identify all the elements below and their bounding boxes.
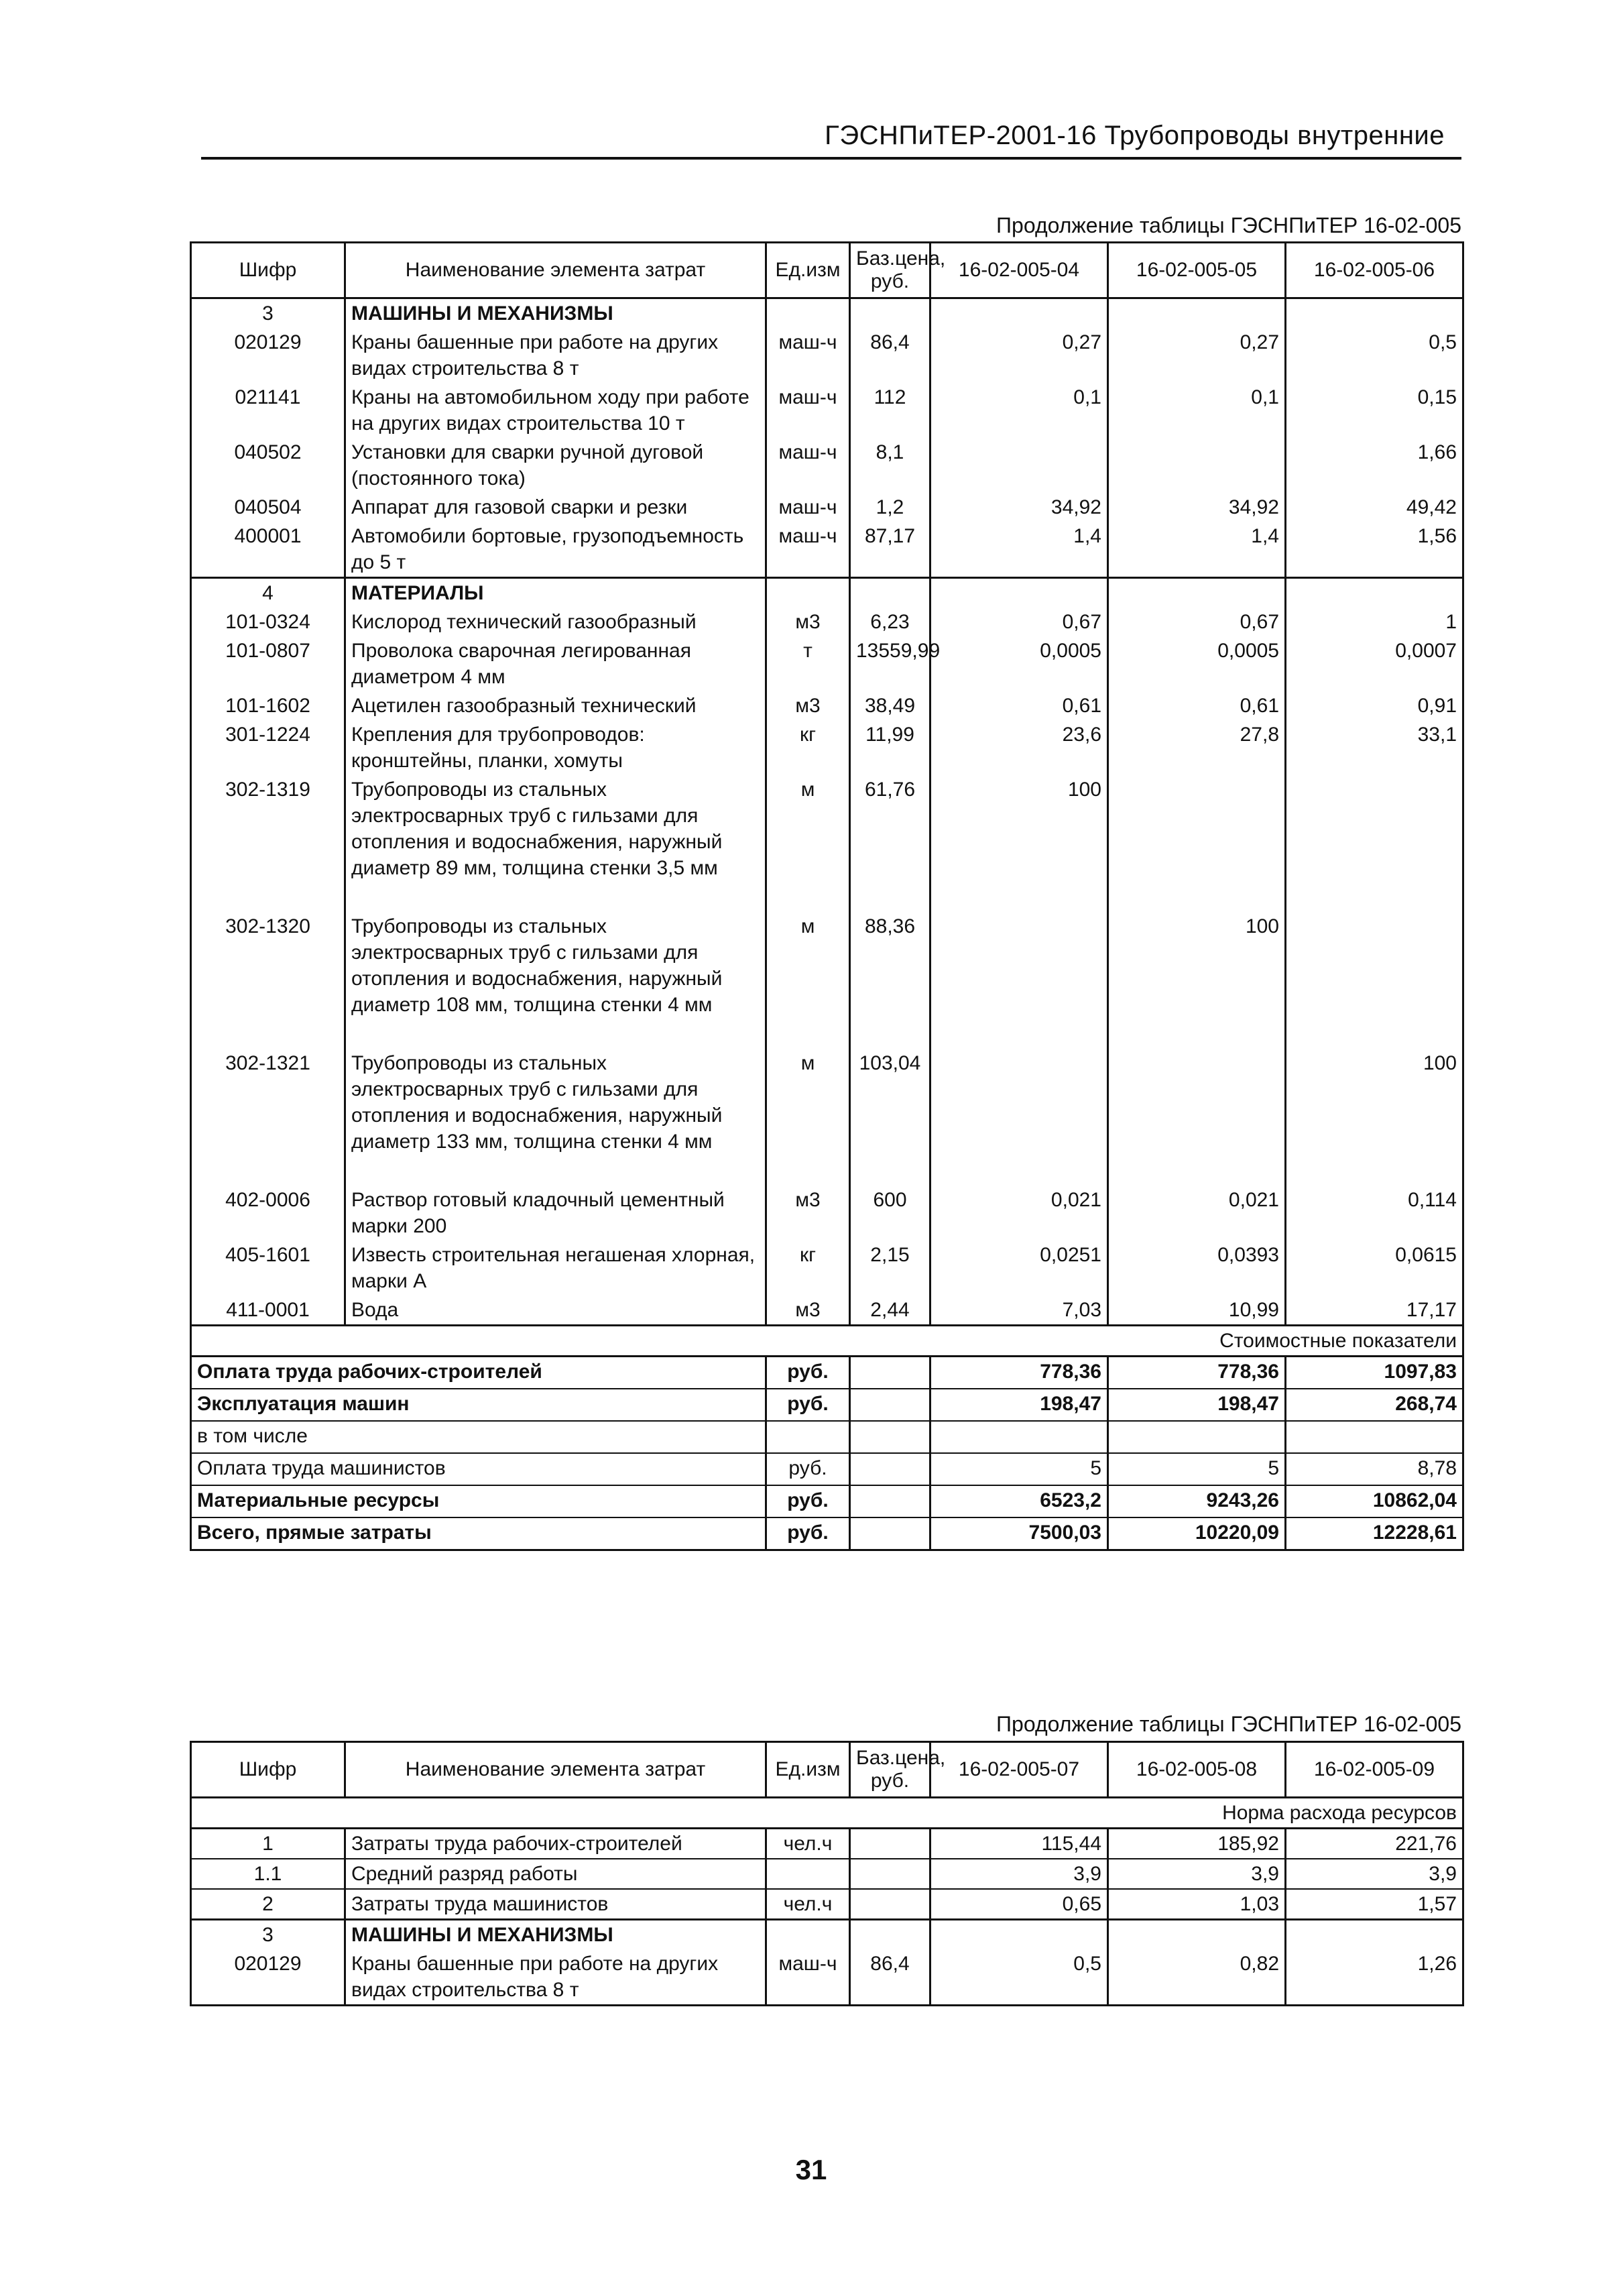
row-name: Известь строительная негашеная хлорная, марки А — [345, 1241, 766, 1296]
row-code: 405-1601 — [191, 1241, 345, 1296]
row-value-2 — [1108, 578, 1286, 608]
summary-value-3: 12228,61 — [1286, 1517, 1463, 1550]
row-value-1: 0,0005 — [930, 636, 1108, 691]
summary-unit: руб. — [766, 1517, 850, 1550]
row-code: 040504 — [191, 493, 345, 522]
row-value-1 — [930, 912, 1108, 1019]
row-value-2: 185,92 — [1108, 1829, 1286, 1859]
row-value-2: 0,82 — [1108, 1949, 1286, 2006]
table-row — [191, 1859, 1463, 1889]
cost-caption: Стоимостные показатели — [191, 1326, 1463, 1357]
row-name: Средний разряд работы — [345, 1859, 766, 1889]
row-value-3: 17,17 — [1286, 1296, 1463, 1326]
row-value-1: 0,65 — [930, 1889, 1108, 1920]
table-row — [191, 578, 1463, 608]
table1-header-row — [191, 243, 1463, 298]
cost-caption-row — [191, 1326, 1463, 1357]
summary-value-1: 6523,2 — [930, 1485, 1108, 1517]
row-price: 112 — [850, 383, 930, 438]
summary-value-1 — [930, 1421, 1108, 1453]
row-price: 11,99 — [850, 720, 930, 775]
section-title: МАШИНЫ И МЕХАНИЗМЫ — [345, 298, 766, 329]
row-unit: кг — [766, 720, 850, 775]
col-header-price: Баз.цена, руб. — [850, 1742, 930, 1798]
summary-row — [191, 1389, 1463, 1421]
table-row — [191, 1920, 1463, 1950]
row-name: Вода — [345, 1296, 766, 1326]
summary-value-3: 10862,04 — [1286, 1485, 1463, 1517]
row-unit: чел.ч — [766, 1889, 850, 1920]
row-value-2: 0,0393 — [1108, 1241, 1286, 1296]
row-value-1: 1,4 — [930, 522, 1108, 578]
table-row — [191, 438, 1463, 493]
row-value-3 — [1286, 298, 1463, 329]
row-value-1: 0,5 — [930, 1949, 1108, 2006]
row-price: 86,4 — [850, 1949, 930, 2006]
row-value-1: 0,67 — [930, 608, 1108, 636]
summary-label: Оплата труда рабочих-строителей — [191, 1357, 766, 1389]
row-price: 103,04 — [850, 1049, 930, 1156]
row-value-2: 0,021 — [1108, 1186, 1286, 1241]
row-value-2: 0,27 — [1108, 328, 1286, 383]
row-unit — [766, 1920, 850, 1950]
row-value-3: 221,76 — [1286, 1829, 1463, 1859]
spacer-row — [191, 1156, 1463, 1186]
spacer-row — [191, 882, 1463, 912]
row-value-2: 1,4 — [1108, 522, 1286, 578]
row-code: 302-1319 — [191, 775, 345, 882]
row-value-2 — [1108, 298, 1286, 329]
row-price: 61,76 — [850, 775, 930, 882]
row-unit: м3 — [766, 608, 850, 636]
row-unit — [766, 578, 850, 608]
row-price: 6,23 — [850, 608, 930, 636]
summary-value-3 — [1286, 1421, 1463, 1453]
row-value-1 — [930, 438, 1108, 493]
row-value-3: 0,91 — [1286, 691, 1463, 720]
row-value-1: 23,6 — [930, 720, 1108, 775]
page-number: 31 — [795, 2154, 827, 2185]
row-unit: маш-ч — [766, 383, 850, 438]
row-unit: м — [766, 1049, 850, 1156]
row-name: Затраты труда рабочих-строителей — [345, 1829, 766, 1859]
table1 — [190, 241, 1464, 1551]
row-code: 1.1 — [191, 1859, 345, 1889]
row-value-2 — [1108, 438, 1286, 493]
row-name: Краны башенные при работе на других видах строительства 8 т — [345, 1949, 766, 2006]
row-name: Установки для сварки ручной дуговой (постоянного тока) — [345, 438, 766, 493]
row-value-1 — [930, 298, 1108, 329]
row-unit: м3 — [766, 691, 850, 720]
col-header-code-1: 16-02-005-07 — [930, 1742, 1108, 1798]
row-value-2 — [1108, 1920, 1286, 1950]
table-row — [191, 383, 1463, 438]
row-value-3 — [1286, 912, 1463, 1019]
row-code: 020129 — [191, 328, 345, 383]
row-price: 8,1 — [850, 438, 930, 493]
row-value-1 — [930, 578, 1108, 608]
row-value-1: 34,92 — [930, 493, 1108, 522]
table-row — [191, 1186, 1463, 1241]
table-row — [191, 775, 1463, 882]
row-value-3: 1,56 — [1286, 522, 1463, 578]
row-value-2: 0,61 — [1108, 691, 1286, 720]
row-value-3: 3,9 — [1286, 1859, 1463, 1889]
row-unit: маш-ч — [766, 328, 850, 383]
row-name: Крепления для трубопроводов: кронштейны, планки, хомуты — [345, 720, 766, 775]
row-value-2 — [1108, 775, 1286, 882]
row-name: Трубопроводы из стальных электросварных труб с гильзами для отопления и водоснабжения, наружный диаметр 133 мм, толщина стенки 4 мм — [345, 1049, 766, 1156]
header-rule — [201, 157, 1461, 160]
row-price: 88,36 — [850, 912, 930, 1019]
row-code: 400001 — [191, 522, 345, 578]
row-code: 021141 — [191, 383, 345, 438]
summary-unit — [766, 1421, 850, 1453]
row-name: Краны на автомобильном ходу при работе на других видах строительства 10 т — [345, 383, 766, 438]
row-name: Ацетилен газообразный технический — [345, 691, 766, 720]
row-code: 101-1602 — [191, 691, 345, 720]
row-price — [850, 1829, 930, 1859]
summary-value-3: 268,74 — [1286, 1389, 1463, 1421]
table-row — [191, 298, 1463, 329]
summary-value-2 — [1108, 1421, 1286, 1453]
row-price — [850, 1889, 930, 1920]
summary-value-1: 198,47 — [930, 1389, 1108, 1421]
row-unit: т — [766, 636, 850, 691]
table2-caption: Продолжение таблицы ГЭСНПиТЕР 16-02-005 — [996, 1712, 1461, 1736]
row-code: 1 — [191, 1829, 345, 1859]
table-row — [191, 912, 1463, 1019]
row-price: 1,2 — [850, 493, 930, 522]
summary-label: Оплата труда машинистов — [191, 1453, 766, 1485]
summary-unit: руб. — [766, 1357, 850, 1389]
row-value-1: 100 — [930, 775, 1108, 882]
page-header-title: ГЭСНПиТЕР-2001-16 Трубопроводы внутренние — [825, 121, 1445, 150]
row-code: 2 — [191, 1889, 345, 1920]
col-header-code: Шифр — [191, 243, 345, 298]
col-header-unit: Ед.изм — [766, 1742, 850, 1798]
row-unit: м3 — [766, 1296, 850, 1326]
summary-value-1: 7500,03 — [930, 1517, 1108, 1550]
row-value-1: 0,0251 — [930, 1241, 1108, 1296]
row-name: Трубопроводы из стальных электросварных труб с гильзами для отопления и водоснабжения, наружный диаметр 89 мм, толщина стенки 3,5 мм — [345, 775, 766, 882]
table-row — [191, 691, 1463, 720]
col-header-name: Наименование элемента затрат — [345, 1742, 766, 1798]
summary-label: в том числе — [191, 1421, 766, 1453]
row-value-2: 27,8 — [1108, 720, 1286, 775]
summary-value-2: 9243,26 — [1108, 1485, 1286, 1517]
row-unit: м — [766, 912, 850, 1019]
row-unit — [766, 298, 850, 329]
row-value-3 — [1286, 578, 1463, 608]
row-value-1: 0,1 — [930, 383, 1108, 438]
summary-row — [191, 1357, 1463, 1389]
col-header-code: Шифр — [191, 1742, 345, 1798]
row-unit: чел.ч — [766, 1829, 850, 1859]
row-value-3 — [1286, 775, 1463, 882]
row-value-2: 34,92 — [1108, 493, 1286, 522]
summary-value-2: 778,36 — [1108, 1357, 1286, 1389]
table-row — [191, 1889, 1463, 1920]
norm-caption: Норма расхода ресурсов — [191, 1798, 1463, 1829]
row-price: 600 — [850, 1186, 930, 1241]
table-row — [191, 1829, 1463, 1859]
summary-value-3: 8,78 — [1286, 1453, 1463, 1485]
row-code: 402-0006 — [191, 1186, 345, 1241]
row-price — [850, 1859, 930, 1889]
row-name: Проволока сварочная легированная диаметром 4 мм — [345, 636, 766, 691]
row-value-2: 10,99 — [1108, 1296, 1286, 1326]
row-price — [850, 1920, 930, 1950]
row-code: 3 — [191, 298, 345, 329]
row-code: 411-0001 — [191, 1296, 345, 1326]
row-value-3: 49,42 — [1286, 493, 1463, 522]
table2-header-row — [191, 1742, 1463, 1798]
row-value-2: 100 — [1108, 912, 1286, 1019]
row-name: Трубопроводы из стальных электросварных труб с гильзами для отопления и водоснабжения, наружный диаметр 108 мм, толщина стенки 4 мм — [345, 912, 766, 1019]
summary-value-2: 198,47 — [1108, 1389, 1286, 1421]
col-header-unit: Ед.изм — [766, 243, 850, 298]
row-unit: маш-ч — [766, 438, 850, 493]
row-value-1: 115,44 — [930, 1829, 1108, 1859]
row-value-1 — [930, 1920, 1108, 1950]
row-value-2: 3,9 — [1108, 1859, 1286, 1889]
summary-value-1: 778,36 — [930, 1357, 1108, 1389]
row-code: 3 — [191, 1920, 345, 1950]
row-price: 2,44 — [850, 1296, 930, 1326]
row-name: Кислород технический газообразный — [345, 608, 766, 636]
table1-caption: Продолжение таблицы ГЭСНПиТЕР 16-02-005 — [996, 213, 1461, 237]
table-row — [191, 522, 1463, 578]
table-row — [191, 608, 1463, 636]
summary-row — [191, 1421, 1463, 1453]
row-unit: маш-ч — [766, 493, 850, 522]
summary-value-2: 5 — [1108, 1453, 1286, 1485]
summary-value-3: 1097,83 — [1286, 1357, 1463, 1389]
row-value-3: 1,57 — [1286, 1889, 1463, 1920]
summary-row — [191, 1485, 1463, 1517]
row-value-1: 3,9 — [930, 1859, 1108, 1889]
row-value-1: 7,03 — [930, 1296, 1108, 1326]
row-value-1 — [930, 1049, 1108, 1156]
table2 — [190, 1741, 1464, 2006]
row-unit: маш-ч — [766, 522, 850, 578]
norm-caption-row — [191, 1798, 1463, 1829]
row-value-2: 0,67 — [1108, 608, 1286, 636]
row-value-3: 0,15 — [1286, 383, 1463, 438]
row-code: 101-0324 — [191, 608, 345, 636]
summary-row — [191, 1453, 1463, 1485]
row-code: 040502 — [191, 438, 345, 493]
row-price: 2,15 — [850, 1241, 930, 1296]
table-row — [191, 1049, 1463, 1156]
summary-value-2: 10220,09 — [1108, 1517, 1286, 1550]
row-value-3: 0,0615 — [1286, 1241, 1463, 1296]
row-code: 302-1320 — [191, 912, 345, 1019]
summary-label: Материальные ресурсы — [191, 1485, 766, 1517]
summary-unit: руб. — [766, 1453, 850, 1485]
summary-value-1: 5 — [930, 1453, 1108, 1485]
row-price — [850, 298, 930, 329]
summary-label: Всего, прямые затраты — [191, 1517, 766, 1550]
row-unit — [766, 1859, 850, 1889]
col-header-code-3: 16-02-005-06 — [1286, 243, 1463, 298]
row-code: 4 — [191, 578, 345, 608]
row-value-3: 0,0007 — [1286, 636, 1463, 691]
row-price: 86,4 — [850, 328, 930, 383]
row-name: Автомобили бортовые, грузоподъемность до 5 т — [345, 522, 766, 578]
col-header-code-3: 16-02-005-09 — [1286, 1742, 1463, 1798]
row-name: Аппарат для газовой сварки и резки — [345, 493, 766, 522]
row-code: 302-1321 — [191, 1049, 345, 1156]
row-value-3: 1,66 — [1286, 438, 1463, 493]
section-title: МАШИНЫ И МЕХАНИЗМЫ — [345, 1920, 766, 1950]
col-header-price: Баз.цена, руб. — [850, 243, 930, 298]
row-value-1: 0,27 — [930, 328, 1108, 383]
col-header-code-1: 16-02-005-04 — [930, 243, 1108, 298]
row-unit: м3 — [766, 1186, 850, 1241]
row-value-2 — [1108, 1049, 1286, 1156]
row-value-1: 0,61 — [930, 691, 1108, 720]
row-value-3: 1,26 — [1286, 1949, 1463, 2006]
row-value-3: 1 — [1286, 608, 1463, 636]
table-row — [191, 720, 1463, 775]
summary-unit: руб. — [766, 1389, 850, 1421]
row-value-3 — [1286, 1920, 1463, 1950]
summary-unit: руб. — [766, 1485, 850, 1517]
row-price: 87,17 — [850, 522, 930, 578]
row-name: Раствор готовый кладочный цементный марки 200 — [345, 1186, 766, 1241]
row-value-3: 33,1 — [1286, 720, 1463, 775]
row-name: Краны башенные при работе на других видах строительства 8 т — [345, 328, 766, 383]
row-value-2: 0,1 — [1108, 383, 1286, 438]
row-code: 101-0807 — [191, 636, 345, 691]
spacer-row — [191, 1019, 1463, 1049]
section-title: МАТЕРИАЛЫ — [345, 578, 766, 608]
table-row — [191, 1296, 1463, 1326]
row-unit: м — [766, 775, 850, 882]
table-row — [191, 1949, 1463, 2006]
summary-row — [191, 1517, 1463, 1550]
row-price: 38,49 — [850, 691, 930, 720]
row-name: Затраты труда машинистов — [345, 1889, 766, 1920]
summary-label: Эксплуатация машин — [191, 1389, 766, 1421]
table-row — [191, 328, 1463, 383]
row-value-3: 0,5 — [1286, 328, 1463, 383]
row-code: 301-1224 — [191, 720, 345, 775]
row-value-3: 100 — [1286, 1049, 1463, 1156]
col-header-name: Наименование элемента затрат — [345, 243, 766, 298]
row-price: 13559,99 — [850, 636, 930, 691]
row-value-1: 0,021 — [930, 1186, 1108, 1241]
col-header-code-2: 16-02-005-05 — [1108, 243, 1286, 298]
table-row — [191, 636, 1463, 691]
row-value-2: 1,03 — [1108, 1889, 1286, 1920]
row-code: 020129 — [191, 1949, 345, 2006]
row-unit: маш-ч — [766, 1949, 850, 2006]
col-header-code-2: 16-02-005-08 — [1108, 1742, 1286, 1798]
table-row — [191, 493, 1463, 522]
row-unit: кг — [766, 1241, 850, 1296]
row-price — [850, 578, 930, 608]
row-value-2: 0,0005 — [1108, 636, 1286, 691]
table-row — [191, 1241, 1463, 1296]
row-value-3: 0,114 — [1286, 1186, 1463, 1241]
